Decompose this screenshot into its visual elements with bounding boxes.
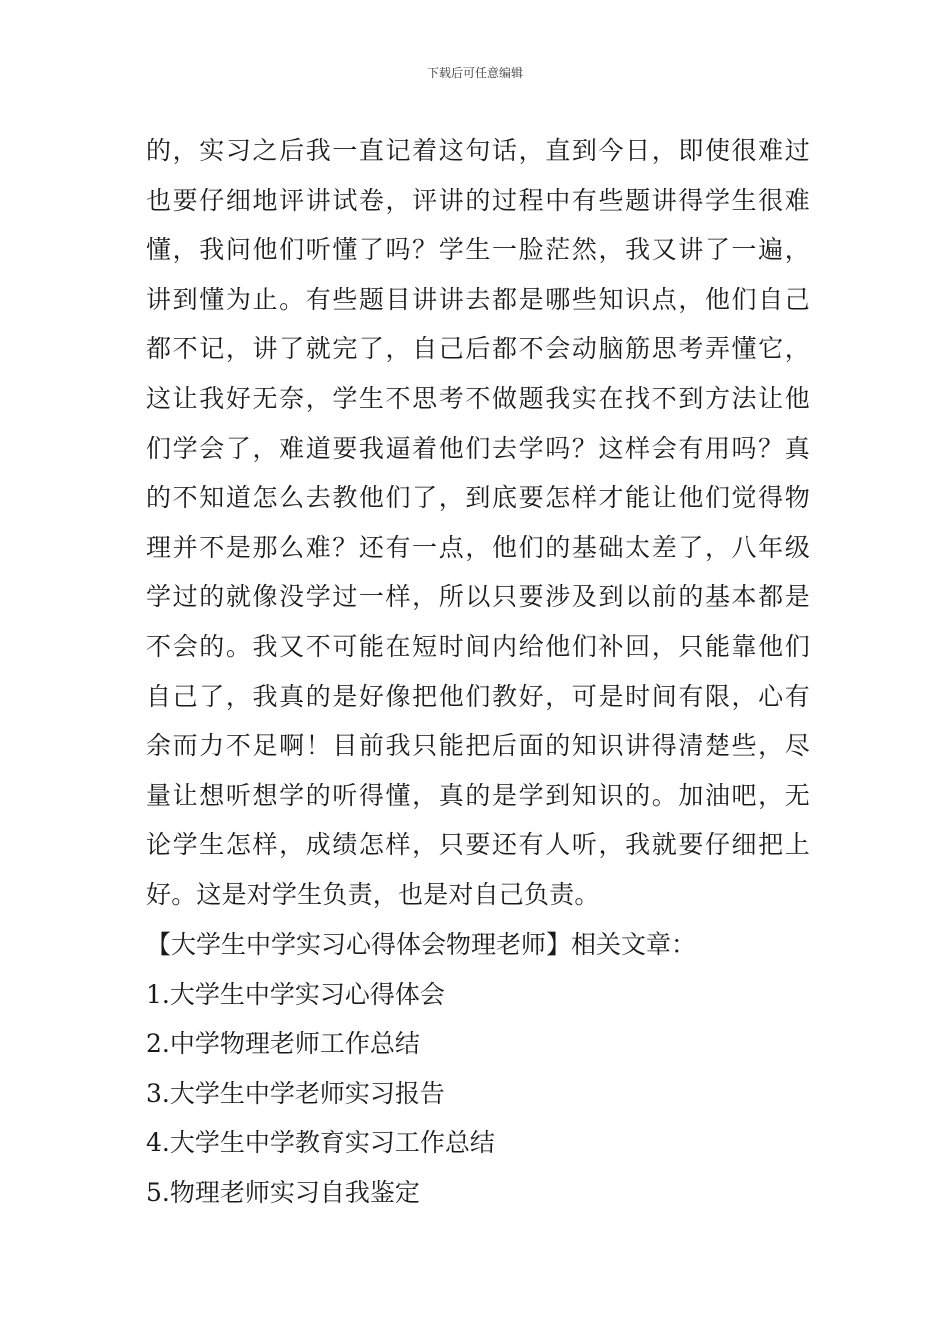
body-line: 的，实习之后我一直记着这句话，直到今日，即使很难过 xyxy=(146,136,810,165)
body-line: 们学会了，难道要我逼着他们去学吗？这样会有用吗？真 xyxy=(146,433,810,463)
body-line: 理并不是那么难？还有一点，他们的基础太差了，八年级 xyxy=(146,532,810,562)
body-line: 好。这是对学生负责，也是对自己负责。 xyxy=(146,879,600,909)
body-line: 的不知道怎么去教他们了，到底要怎样才能让他们觉得物 xyxy=(146,483,810,513)
body-line: 这让我好无奈，学生不思考不做题我实在找不到方法让他 xyxy=(146,383,810,413)
related-article-link[interactable]: 5.物理老师实习自我鉴定 xyxy=(146,1177,420,1207)
related-articles-heading: 【大学生中学实习心得体会物理老师】相关文章： xyxy=(146,930,697,959)
body-line: 也要仔细地评讲试卷，评讲的过程中有些题讲得学生很难 xyxy=(146,185,810,215)
related-article-link[interactable]: 3.大学生中学老师实习报告 xyxy=(146,1078,445,1108)
body-line: 自己了，我真的是好像把他们教好，可是时间有限，心有 xyxy=(146,681,810,711)
body-line: 余而力不足啊！目前我只能把后面的知识讲得清楚些，尽 xyxy=(146,731,810,761)
body-line: 懂，我问他们听懂了吗？学生一脸茫然，我又讲了一遍， xyxy=(146,235,810,265)
related-article-link[interactable]: 4.大学生中学教育实习工作总结 xyxy=(146,1128,495,1158)
body-line: 学过的就像没学过一样，所以只要涉及到以前的基本都是 xyxy=(146,582,810,612)
related-article-link[interactable]: 1.大学生中学实习心得体会 xyxy=(146,979,445,1009)
body-line: 不会的。我又不可能在短时间内给他们补回，只能靠他们 xyxy=(146,631,810,661)
body-line: 讲到懂为止。有些题目讲讲去都是哪些知识点，他们自己 xyxy=(146,284,810,314)
header-note: 下载后可任意编辑 xyxy=(426,66,523,80)
body-line: 量让想听想学的听得懂，真的是学到知识的。加油吧，无 xyxy=(146,780,810,810)
body-line: 都不记，讲了就完了，自己后都不会动脑筋思考弄懂它， xyxy=(146,334,810,364)
related-articles xyxy=(146,920,810,1218)
body-text xyxy=(146,126,810,920)
body-line: 论学生怎样，成绩怎样，只要还有人听，我就要仔细把上 xyxy=(146,830,810,860)
related-article-link[interactable]: 2.中学物理老师工作总结 xyxy=(146,1029,420,1059)
